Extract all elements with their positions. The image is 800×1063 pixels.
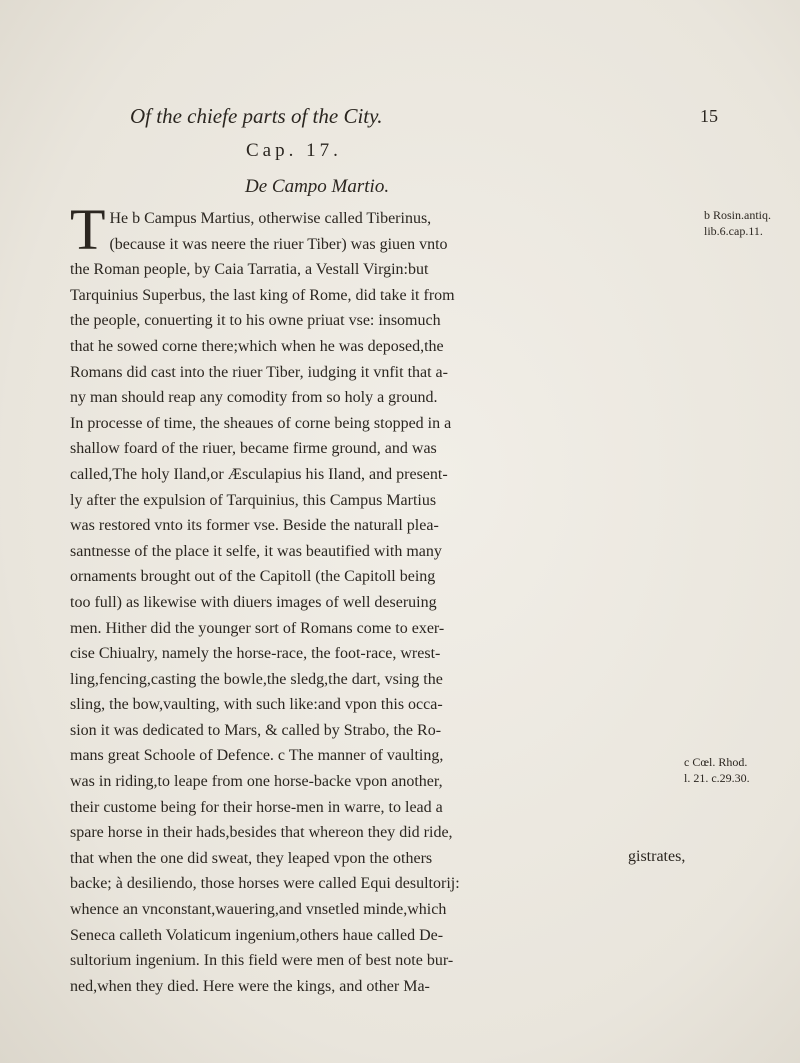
text-line: Seneca calleth Volaticum ingenium,others haue called De- xyxy=(70,926,444,944)
text-line: Romans did cast into the riuer Tiber, iudging it vnfit that a- xyxy=(70,363,448,381)
text-line: ornaments brought out of the Capitoll (the Capitoll being xyxy=(70,568,436,586)
text-line: santnesse of the place it selfe, it was beautified with many xyxy=(70,542,442,560)
text-line: called,The holy Iland,or Æsculapius his Iland, and present- xyxy=(70,465,448,483)
drop-cap: T xyxy=(70,197,106,262)
text-line: In processe of time, the sheaues of corne being stopped in a xyxy=(70,414,452,432)
text-line: whence an vnconstant,wauering,and vnsetled minde,which xyxy=(70,901,447,919)
running-head: Of the chiefe parts of the City. xyxy=(130,104,383,128)
margin-note: c Cœl. Rhod. xyxy=(684,755,748,769)
margin-note: b Rosin.antiq. xyxy=(704,208,772,222)
text-line: sion it was dedicated to Mars, & called by Strabo, the Ro- xyxy=(70,721,442,739)
text-line: sling, the bow,vaulting, with such like:and vpon this occa- xyxy=(70,696,443,714)
text-line: mans great Schoole of Defence. c The manner of vaulting, xyxy=(70,747,444,765)
page-number: 15 xyxy=(700,106,718,126)
text-line: ling,fencing,casting the bowle,the sledg,the dart, vsing the xyxy=(70,670,443,688)
text-line: men. Hither did the younger sort of Romans come to exer- xyxy=(70,619,445,637)
chapter-heading: Cap. 17. xyxy=(246,140,342,161)
body-text xyxy=(70,197,700,999)
text-line: that he sowed corne there;which when he was deposed,the xyxy=(70,337,444,355)
text-line: Tarquinius Superbus, the last king of Rome, did take it from xyxy=(70,286,455,304)
text-line: ly after the expulsion of Tarquinius, this Campus Martius xyxy=(70,491,437,509)
chapter-title: De Campo Martio. xyxy=(245,176,390,197)
text-line: sultorium ingenium. In this field were men of best note bur- xyxy=(70,952,454,970)
text-line: too full) as likewise with diuers images of well deseruing xyxy=(70,593,437,611)
text-line: cise Chiualry, namely the horse-race, the foot-race, wrest- xyxy=(70,645,441,663)
text-line: ned,when they died. Here were the kings, and other Ma- xyxy=(70,977,430,995)
text-line: (because it was neere the riuer Tiber) was giuen vnto xyxy=(109,235,448,253)
text-line: He b Campus Martius, otherwise called Tiberinus, xyxy=(109,210,432,227)
text-line: ny man should reap any comodity from so holy a ground. xyxy=(70,389,438,407)
text-line: the people, conuerting it to his owne priuat vse: insomuch xyxy=(70,312,441,330)
catchword: gistrates, xyxy=(628,848,686,865)
text-line: was restored vnto its former vse. Beside the naturall plea- xyxy=(70,517,439,535)
text-line: their custome being for their horse-men in warre, to lead a xyxy=(70,798,443,816)
text-line: that when the one did sweat, they leaped vpon the others xyxy=(70,849,433,867)
text-line: shallow foard of the riuer, became firme ground, and was xyxy=(70,440,437,458)
margin-note: l. 21. c.29.30. xyxy=(684,771,750,785)
text-line: spare horse in their hads,besides that whereon they did ride, xyxy=(70,824,453,842)
text-line: was in riding,to leape from one horse-backe vpon another, xyxy=(70,773,443,791)
margin-note: lib.6.cap.11. xyxy=(704,224,763,238)
text-line: the Roman people, by Caia Tarratia, a Vestall Virgin:but xyxy=(70,261,429,279)
text-line: backe; à desiliendo, those horses were called Equi desultorij: xyxy=(70,875,460,893)
